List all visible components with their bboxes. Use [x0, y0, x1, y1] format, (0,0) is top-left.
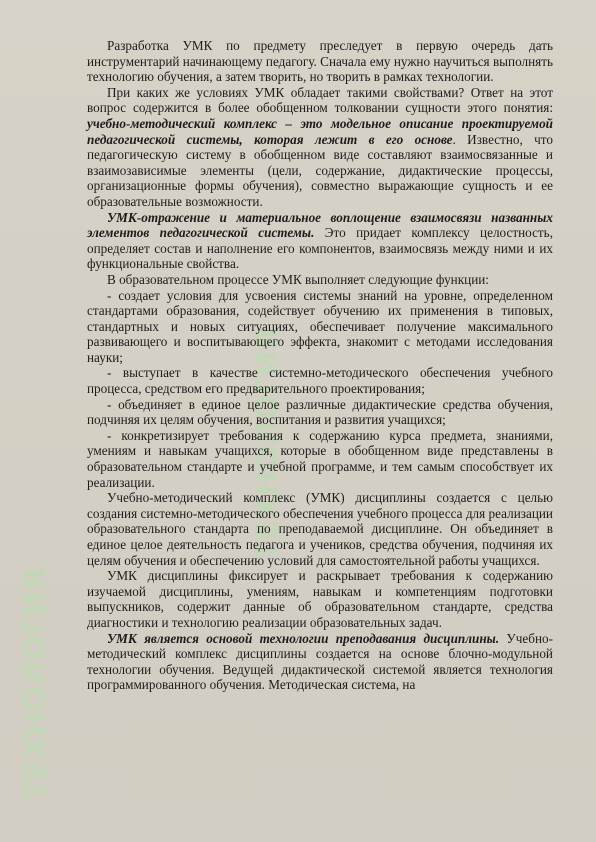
- watermark: ТЕХНОЛОГИЯ: [250, 327, 285, 560]
- paragraph-text: Учебно-методический комплекс дисциплины создается на основе блочно-модульной технологии обучения. Ведущей дидактической системой является технология программированного обучения. Методическая система, на: [87, 630, 553, 693]
- emphasized-text: учебно-методический комплекс – это модельное описание проектируемой педагогической системы, которая лежит в его основе: [87, 115, 553, 147]
- paragraph: [87, 490, 553, 568]
- paragraph: [87, 210, 553, 272]
- paragraph-text: Это придает комплексу целостность, определяет состав и наполнение его компонентов, взаимосвязь между ними и их функциональные свойства.: [87, 225, 553, 272]
- paragraph-text: - конкретизирует требования к содержанию курса предмета, знаниями, умениям и навыкам учащихся, которые в обобщенном виде представлены в образовательном стандарте и учебной программе, и тем самым способствует их реализации.: [87, 427, 553, 490]
- paragraph: [87, 568, 553, 630]
- paragraph: [87, 428, 553, 490]
- paragraph: [87, 365, 553, 396]
- paragraph-text: В образовательном процессе УМК выполняет следующие функции:: [107, 271, 489, 287]
- paragraph-text: Учебно-методический комплекс (УМК) дисциплины создается с целью создания системно-методического обеспечения учебного процесса для реализации образовательного стандарта по преподаваемой дисциплине. Он объединяет в единое целое деятельность педагога и учеников, средства обучения, подчиняя их целям обучения и обеспечению условий для самостоятельной работы учащихся.: [87, 490, 553, 568]
- paragraph: [87, 288, 553, 366]
- emphasized-text: УМК является основой технологии преподавания дисциплины.: [107, 630, 500, 646]
- emphasized-text: УМК-отражение и материальное воплощение взаимосвязи названных элементов педагогической системы.: [87, 209, 553, 241]
- paragraph: [87, 631, 553, 693]
- paragraph-text: Разработка УМК по предмету преследует в первую очередь дать инструментарий начинающему педагогу. Сначала ему нужно научиться выполнять технологию обучения, а затем творить, но творить в рамках технологии.: [87, 38, 553, 85]
- paragraph: [87, 272, 553, 288]
- paragraph: [87, 38, 553, 85]
- paragraph: [87, 397, 553, 428]
- paragraph-text: . Известно, что педагогическую систему в обобщенном виде составляют взаимосвязанные и взаимозависимые элементы (цели, содержание, дидактические процессы, организационные формы обучения), совместно выражающие сущность и ее образовательные возможности.: [87, 131, 553, 209]
- paragraph-text: - объединяет в единое целое различные дидактические средства обучения, подчиняя их целям обучения, воспитания и развития учащихся;: [87, 396, 553, 428]
- paragraph-text: - создает условия для усвоения системы знаний на уровне, определенном стандартами образования, содействует обучению их применения в типовых, стандартных и новых ситуациях, обеспечивает получение максимального развивающего и воспитывающего эффекта, знакомит с методами исследования науки;: [87, 287, 553, 365]
- document-body: [87, 38, 553, 693]
- watermark: ТЕХНОЛОГИЯ: [18, 567, 53, 800]
- paragraph-text: При каких же условиях УМК обладает такими свойствами? Ответ на этот вопрос содержится в более обобщенном толковании сущности этого понятия:: [87, 84, 553, 116]
- paragraph: [87, 85, 553, 210]
- paragraph-text: УМК дисциплины фиксирует и раскрывает требования к содержанию изучаемой дисциплины, умениям, навыкам и компетенциям подготовки выпускников, содержит данные об образовательном стандарте, средства диагностики и технологию реализации образовательных задач.: [87, 568, 553, 630]
- paragraph-text: - выступает в качестве системно-методического обеспечения учебного процесса, средством его предварительного проектирования;: [87, 365, 553, 397]
